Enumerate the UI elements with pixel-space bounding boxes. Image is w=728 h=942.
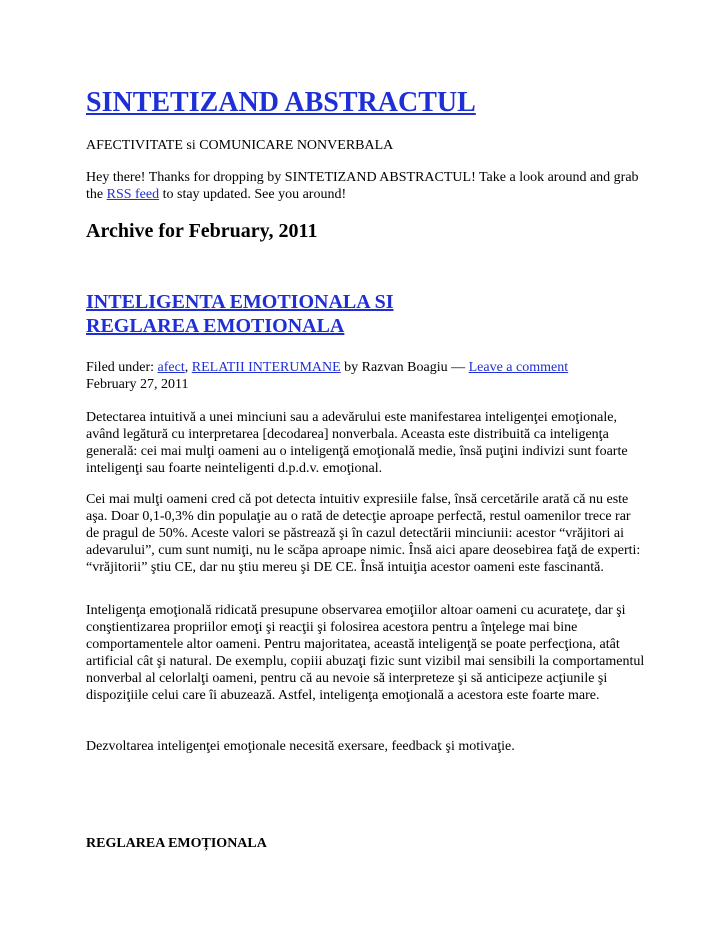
site-description: AFECTIVITATE si COMUNICARE NONVERBALA <box>86 138 394 153</box>
post-paragraph: Inteligenţa emoţională ridicată presupune observarea emoţiilor altoar oameni cu acurateţe, dar şi conştientizarea propriilor emoţi şi reacţii şi folosirea acestora pentru a înţelege mai bine comportamentele altor oameni. Pentru majoritatea, această inteligenţă se poate perfecţiona, atât artificial cât şi natural. De exemplu, copiii abuzaţi fizic sunt vizibil mai sensibili la comportamentul nonverbal al celorlalţi oameni, pentru că au nevoie să interpreteze şi să anticipeze acţiunile şi dispoziţiile celui care îi abuzează. Astfel, inteligenţa emoţională a acestora este foarte mare. <box>86 603 645 703</box>
post-title-link[interactable] <box>86 291 394 337</box>
site-title[interactable] <box>86 86 476 120</box>
filed-under-label: Filed under: <box>86 360 158 375</box>
welcome-text: Hey there! Thanks for dropping by SINTETIZAND ABSTRACTUL! Take a look around and grab the <box>86 170 639 202</box>
post-paragraph: Cei mai mulţi oameni cred că pot detecta intuitiv expresiile false, însă cercetările arată că nu este aşa. Doar 0,1-0,3% din populaţie au o rată de detecţie aproape perfectă, restul oamenilor trece rar de pragul de 50%. Aceste valori se păstrează şi în cazul detectării minciunii: acestor “vrăjitori ai adevarului”, cum sunt numiţi, nu le scăpa aproape nimic. Însă aici apare deosebirea faţă de experti: “vrăjitorii” ştiu CE, dar nu ştiu mereu şi DE CE. Însă intuiţia acestor oameni este fascinantă. <box>86 492 641 575</box>
post-title[interactable] <box>86 290 486 338</box>
welcome-message <box>86 169 646 203</box>
archive-heading: Archive for February, 2011 <box>86 220 318 242</box>
post-author: by Razvan Boagiu — <box>340 360 469 375</box>
category-link-relatii[interactable]: RELATII INTERUMANE <box>191 360 341 375</box>
site-title-link[interactable]: SINTETIZAND ABSTRACTUL <box>86 87 476 118</box>
category-separator: , <box>184 360 192 375</box>
post-title-line2[interactable]: REGLAREA EMOTIONALA <box>86 315 345 337</box>
category-link-afect[interactable]: afect <box>157 360 185 375</box>
post-meta <box>86 359 568 376</box>
section-subheading: REGLAREA EMOȚIONALA <box>86 836 267 851</box>
post-paragraph: Dezvoltarea inteligenţei emoţionale necesită exersare, feedback şi motivaţie. <box>86 739 515 754</box>
post-paragraph: Detectarea intuitivă a unei minciuni sau a adevărului este manifestarea inteligenţei emoţionale, având legătură cu interpretarea [decodarea] nonverbala. Aceasta este distribuită ca inteligenţa generală: cei mai mulţi oameni au o inteligenţă emoţională medie, însă puţini indivizi sunt foarte inteligenţi sau foarte neinteligenti d.p.d.v. emoţional. <box>86 410 628 476</box>
post-date: February 27, 2011 <box>86 377 189 392</box>
post-title-line1[interactable]: INTELIGENTA EMOTIONALA SI <box>86 291 394 313</box>
leave-comment-link[interactable]: Leave a comment <box>468 360 569 375</box>
rss-feed-link[interactable]: RSS feed <box>106 187 160 202</box>
welcome-text-end: to stay updated. See you around! <box>159 187 347 202</box>
